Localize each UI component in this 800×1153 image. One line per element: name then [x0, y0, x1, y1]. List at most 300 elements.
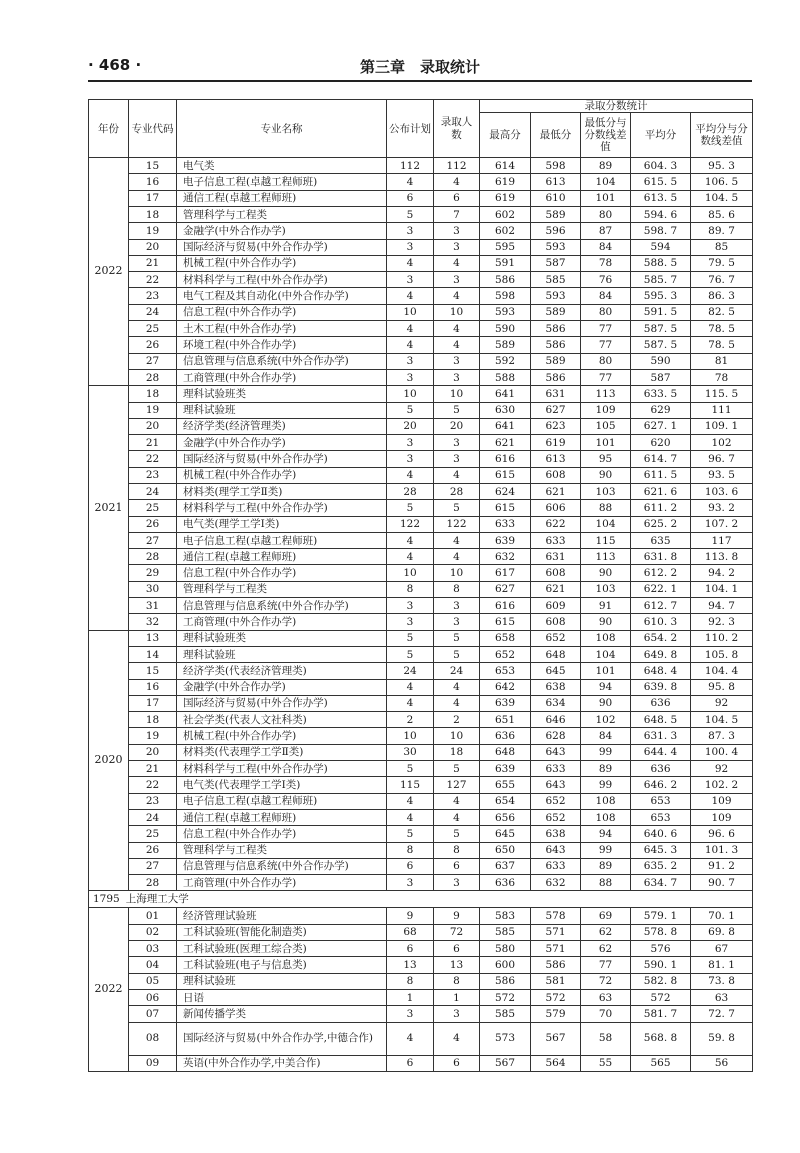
avg-diff-cell: 101. 3 [691, 842, 753, 858]
avg-cell: 649. 8 [631, 646, 691, 662]
admitted-cell: 3 [434, 239, 480, 255]
admitted-cell: 13 [434, 957, 480, 973]
avg-diff-cell: 104. 5 [691, 190, 753, 206]
avg-cell: 594 [631, 239, 691, 255]
table-row [89, 941, 753, 957]
table-row [89, 288, 753, 304]
code-cell: 17 [129, 695, 177, 711]
avg-cell: 629 [631, 402, 691, 418]
avg-diff-cell: 92 [691, 695, 753, 711]
name-cell: 理科试验班 [177, 402, 387, 418]
name-cell: 电气类(代表理学工学Ⅰ类) [177, 777, 387, 793]
table-row [89, 532, 753, 548]
min-cell: 589 [531, 206, 581, 222]
code-cell: 02 [129, 924, 177, 940]
plan-cell: 4 [387, 174, 434, 190]
university-row [89, 891, 753, 908]
table-row [89, 646, 753, 662]
avg-diff-cell: 78. 5 [691, 321, 753, 337]
plan-cell: 3 [387, 239, 434, 255]
avg-cell: 640. 6 [631, 826, 691, 842]
table-row [89, 484, 753, 500]
admitted-cell: 3 [434, 451, 480, 467]
avg-diff-cell: 107. 2 [691, 516, 753, 532]
max-cell: 648 [480, 744, 531, 760]
min-cell: 598 [531, 158, 581, 174]
admitted-cell: 4 [434, 695, 480, 711]
name-cell: 机械工程(中外合作办学) [177, 728, 387, 744]
name-cell: 电气类 [177, 158, 387, 174]
min-cell: 631 [531, 549, 581, 565]
avg-cell: 644. 4 [631, 744, 691, 760]
avg-diff-cell: 115. 5 [691, 386, 753, 402]
avg-cell: 568. 8 [631, 1022, 691, 1055]
avg-diff-cell: 110. 2 [691, 630, 753, 646]
table-row [89, 793, 753, 809]
code-cell: 13 [129, 630, 177, 646]
name-cell: 日语 [177, 989, 387, 1005]
col-min-diff: 最低分与分数线差值 [581, 113, 631, 158]
table-row [89, 467, 753, 483]
code-cell: 27 [129, 353, 177, 369]
min-cell: 628 [531, 728, 581, 744]
avg-cell: 631. 8 [631, 549, 691, 565]
avg-diff-cell: 59. 8 [691, 1022, 753, 1055]
code-cell: 31 [129, 598, 177, 614]
name-cell: 经济学类(经济管理类) [177, 418, 387, 434]
plan-cell: 5 [387, 826, 434, 842]
code-cell: 24 [129, 809, 177, 825]
code-cell: 14 [129, 646, 177, 662]
avg-cell: 587. 5 [631, 321, 691, 337]
admitted-cell: 4 [434, 549, 480, 565]
admitted-cell: 4 [434, 679, 480, 695]
min-diff-cell: 102 [581, 712, 631, 728]
table-row [89, 614, 753, 630]
table-row [89, 842, 753, 858]
avg-cell: 627. 1 [631, 418, 691, 434]
name-cell: 材料类(理学工学Ⅱ类) [177, 484, 387, 500]
code-cell: 23 [129, 288, 177, 304]
plan-cell: 28 [387, 484, 434, 500]
max-cell: 591 [480, 255, 531, 271]
name-cell: 工科试验班(智能化制造类) [177, 924, 387, 940]
avg-diff-cell: 79. 5 [691, 255, 753, 271]
admitted-cell: 5 [434, 500, 480, 516]
admitted-cell: 28 [434, 484, 480, 500]
min-diff-cell: 77 [581, 337, 631, 353]
avg-diff-cell: 113. 8 [691, 549, 753, 565]
avg-cell: 572 [631, 989, 691, 1005]
min-diff-cell: 95 [581, 451, 631, 467]
max-cell: 621 [480, 435, 531, 451]
min-diff-cell: 63 [581, 989, 631, 1005]
max-cell: 616 [480, 598, 531, 614]
admitted-cell: 5 [434, 761, 480, 777]
min-cell: 593 [531, 288, 581, 304]
avg-cell: 654. 2 [631, 630, 691, 646]
avg-cell: 635 [631, 532, 691, 548]
table-row [89, 239, 753, 255]
max-cell: 602 [480, 206, 531, 222]
year-cell: 2020 [89, 630, 129, 891]
table-row [89, 516, 753, 532]
max-cell: 588 [480, 369, 531, 385]
max-cell: 645 [480, 826, 531, 842]
code-cell: 20 [129, 239, 177, 255]
max-cell: 585 [480, 1006, 531, 1022]
min-diff-cell: 91 [581, 598, 631, 614]
table-row [89, 158, 753, 174]
min-diff-cell: 104 [581, 174, 631, 190]
plan-cell: 24 [387, 663, 434, 679]
min-diff-cell: 99 [581, 777, 631, 793]
min-diff-cell: 89 [581, 158, 631, 174]
admitted-cell: 3 [434, 598, 480, 614]
avg-cell: 565 [631, 1055, 691, 1071]
min-diff-cell: 88 [581, 500, 631, 516]
max-cell: 614 [480, 158, 531, 174]
table-row [89, 190, 753, 206]
name-cell: 环境工程(中外合作办学) [177, 337, 387, 353]
min-diff-cell: 80 [581, 206, 631, 222]
table-row [89, 1022, 753, 1055]
min-diff-cell: 113 [581, 386, 631, 402]
min-cell: 634 [531, 695, 581, 711]
min-cell: 587 [531, 255, 581, 271]
plan-cell: 3 [387, 272, 434, 288]
code-cell: 18 [129, 206, 177, 222]
avg-cell: 653 [631, 793, 691, 809]
admitted-cell: 8 [434, 581, 480, 597]
avg-cell: 639. 8 [631, 679, 691, 695]
name-cell: 信息工程(中外合作办学) [177, 826, 387, 842]
table-row [89, 337, 753, 353]
max-cell: 633 [480, 516, 531, 532]
name-cell: 社会学类(代表人文社科类) [177, 712, 387, 728]
avg-diff-cell: 103. 6 [691, 484, 753, 500]
min-cell: 643 [531, 777, 581, 793]
avg-cell: 612. 2 [631, 565, 691, 581]
min-diff-cell: 77 [581, 369, 631, 385]
avg-diff-cell: 72. 7 [691, 1006, 753, 1022]
avg-cell: 631. 3 [631, 728, 691, 744]
min-diff-cell: 77 [581, 957, 631, 973]
table-row [89, 272, 753, 288]
min-diff-cell: 115 [581, 532, 631, 548]
code-cell: 26 [129, 516, 177, 532]
admitted-cell: 24 [434, 663, 480, 679]
plan-cell: 4 [387, 321, 434, 337]
plan-cell: 4 [387, 337, 434, 353]
code-cell: 27 [129, 532, 177, 548]
avg-cell: 594. 6 [631, 206, 691, 222]
admitted-cell: 4 [434, 1022, 480, 1055]
min-cell: 638 [531, 826, 581, 842]
plan-cell: 5 [387, 206, 434, 222]
min-cell: 633 [531, 532, 581, 548]
min-cell: 578 [531, 908, 581, 924]
plan-cell: 3 [387, 614, 434, 630]
admitted-cell: 6 [434, 858, 480, 874]
name-cell: 电气工程及其自动化(中外合作办学) [177, 288, 387, 304]
plan-cell: 10 [387, 565, 434, 581]
admitted-cell: 9 [434, 908, 480, 924]
max-cell: 650 [480, 842, 531, 858]
min-cell: 643 [531, 744, 581, 760]
min-diff-cell: 78 [581, 255, 631, 271]
table-row [89, 777, 753, 793]
min-diff-cell: 88 [581, 875, 631, 891]
code-cell: 07 [129, 1006, 177, 1022]
avg-cell: 613. 5 [631, 190, 691, 206]
avg-cell: 646. 2 [631, 777, 691, 793]
name-cell: 机械工程(中外合作办学) [177, 467, 387, 483]
min-diff-cell: 84 [581, 728, 631, 744]
admitted-cell: 10 [434, 304, 480, 320]
name-cell: 管理科学与工程类 [177, 206, 387, 222]
name-cell: 经济管理试验班 [177, 908, 387, 924]
name-cell: 管理科学与工程类 [177, 842, 387, 858]
min-cell: 581 [531, 973, 581, 989]
name-cell: 经济学类(代表经济管理类) [177, 663, 387, 679]
name-cell: 金融学(中外合作办学) [177, 679, 387, 695]
avg-diff-cell: 67 [691, 941, 753, 957]
max-cell: 592 [480, 353, 531, 369]
avg-cell: 581. 7 [631, 1006, 691, 1022]
name-cell: 新闻传播学类 [177, 1006, 387, 1022]
plan-cell: 8 [387, 581, 434, 597]
avg-diff-cell: 117 [691, 532, 753, 548]
avg-cell: 598. 7 [631, 223, 691, 239]
code-cell: 20 [129, 418, 177, 434]
plan-cell: 5 [387, 402, 434, 418]
min-diff-cell: 90 [581, 695, 631, 711]
max-cell: 656 [480, 809, 531, 825]
avg-diff-cell: 95. 8 [691, 679, 753, 695]
avg-diff-cell: 105. 8 [691, 646, 753, 662]
max-cell: 600 [480, 957, 531, 973]
code-cell: 04 [129, 957, 177, 973]
admission-table [88, 99, 753, 1072]
min-cell: 633 [531, 858, 581, 874]
avg-cell: 648. 5 [631, 712, 691, 728]
plan-cell: 3 [387, 1006, 434, 1022]
avg-diff-cell: 78 [691, 369, 753, 385]
col-max: 最高分 [480, 113, 531, 158]
table-row [89, 712, 753, 728]
max-cell: 655 [480, 777, 531, 793]
plan-cell: 10 [387, 386, 434, 402]
name-cell: 国际经济与贸易(中外合作办学) [177, 695, 387, 711]
name-cell: 金融学(中外合作办学) [177, 435, 387, 451]
table-row [89, 418, 753, 434]
name-cell: 通信工程(卓越工程师班) [177, 549, 387, 565]
plan-cell: 6 [387, 941, 434, 957]
table-row [89, 663, 753, 679]
table-row [89, 728, 753, 744]
table-row [89, 500, 753, 516]
year-cell: 2022 [89, 908, 129, 1071]
min-cell: 632 [531, 875, 581, 891]
min-diff-cell: 99 [581, 842, 631, 858]
name-cell: 信息工程(中外合作办学) [177, 304, 387, 320]
code-cell: 23 [129, 467, 177, 483]
avg-diff-cell: 87. 3 [691, 728, 753, 744]
max-cell: 639 [480, 761, 531, 777]
plan-cell: 3 [387, 598, 434, 614]
max-cell: 615 [480, 614, 531, 630]
code-cell: 25 [129, 826, 177, 842]
min-cell: 571 [531, 924, 581, 940]
plan-cell: 3 [387, 223, 434, 239]
min-diff-cell: 101 [581, 663, 631, 679]
plan-cell: 5 [387, 646, 434, 662]
table-row [89, 369, 753, 385]
name-cell: 工科试验班(医理工综合类) [177, 941, 387, 957]
avg-diff-cell: 95. 3 [691, 158, 753, 174]
avg-diff-cell: 96. 7 [691, 451, 753, 467]
code-cell: 19 [129, 728, 177, 744]
min-diff-cell: 69 [581, 908, 631, 924]
name-cell: 理科试验班 [177, 973, 387, 989]
code-cell: 09 [129, 1055, 177, 1071]
code-cell: 25 [129, 321, 177, 337]
code-cell: 28 [129, 549, 177, 565]
min-cell: 627 [531, 402, 581, 418]
admitted-cell: 112 [434, 158, 480, 174]
min-cell: 606 [531, 500, 581, 516]
avg-cell: 634. 7 [631, 875, 691, 891]
table-row [89, 304, 753, 320]
plan-cell: 5 [387, 761, 434, 777]
min-cell: 623 [531, 418, 581, 434]
col-stats-group: 录取分数统计 [480, 100, 753, 113]
name-cell: 国际经济与贸易(中外合作办学,中德合作) [177, 1022, 387, 1055]
admitted-cell: 3 [434, 875, 480, 891]
col-year: 年份 [89, 100, 129, 158]
avg-cell: 591. 5 [631, 304, 691, 320]
avg-diff-cell: 102 [691, 435, 753, 451]
code-cell: 29 [129, 565, 177, 581]
plan-cell: 112 [387, 158, 434, 174]
admitted-cell: 3 [434, 353, 480, 369]
max-cell: 573 [480, 1022, 531, 1055]
plan-cell: 6 [387, 1055, 434, 1071]
avg-diff-cell: 104. 4 [691, 663, 753, 679]
plan-cell: 4 [387, 695, 434, 711]
admitted-cell: 4 [434, 255, 480, 271]
min-diff-cell: 89 [581, 761, 631, 777]
plan-cell: 3 [387, 875, 434, 891]
min-diff-cell: 72 [581, 973, 631, 989]
admitted-cell: 1 [434, 989, 480, 1005]
name-cell: 材料科学与工程(中外合作办学) [177, 761, 387, 777]
plan-cell: 4 [387, 679, 434, 695]
admitted-cell: 2 [434, 712, 480, 728]
avg-cell: 578. 8 [631, 924, 691, 940]
avg-diff-cell: 89. 7 [691, 223, 753, 239]
table-row [89, 761, 753, 777]
admitted-cell: 127 [434, 777, 480, 793]
avg-cell: 636 [631, 761, 691, 777]
max-cell: 598 [480, 288, 531, 304]
avg-diff-cell: 104. 5 [691, 712, 753, 728]
plan-cell: 8 [387, 973, 434, 989]
admitted-cell: 4 [434, 809, 480, 825]
admitted-cell: 5 [434, 826, 480, 842]
avg-diff-cell: 85. 6 [691, 206, 753, 222]
plan-cell: 115 [387, 777, 434, 793]
avg-diff-cell: 111 [691, 402, 753, 418]
plan-cell: 30 [387, 744, 434, 760]
table-row [89, 321, 753, 337]
max-cell: 652 [480, 646, 531, 662]
avg-diff-cell: 109 [691, 809, 753, 825]
plan-cell: 3 [387, 353, 434, 369]
max-cell: 567 [480, 1055, 531, 1071]
code-cell: 32 [129, 614, 177, 630]
plan-cell: 3 [387, 451, 434, 467]
max-cell: 590 [480, 321, 531, 337]
max-cell: 653 [480, 663, 531, 679]
avg-cell: 614. 7 [631, 451, 691, 467]
code-cell: 28 [129, 875, 177, 891]
table-row [89, 809, 753, 825]
min-cell: 593 [531, 239, 581, 255]
min-diff-cell: 62 [581, 941, 631, 957]
plan-cell: 4 [387, 467, 434, 483]
name-cell: 通信工程(卓越工程师班) [177, 809, 387, 825]
max-cell: 586 [480, 272, 531, 288]
min-diff-cell: 94 [581, 679, 631, 695]
table-row [89, 973, 753, 989]
admitted-cell: 4 [434, 174, 480, 190]
avg-diff-cell: 100. 4 [691, 744, 753, 760]
code-cell: 15 [129, 663, 177, 679]
col-admitted: 录取人数 [434, 100, 480, 158]
min-diff-cell: 58 [581, 1022, 631, 1055]
name-cell: 电子信息工程(卓越工程师班) [177, 793, 387, 809]
name-cell: 电气类(理学工学Ⅰ类) [177, 516, 387, 532]
max-cell: 615 [480, 467, 531, 483]
avg-diff-cell: 109. 1 [691, 418, 753, 434]
name-cell: 英语(中外合作办学,中美合作) [177, 1055, 387, 1071]
name-cell: 国际经济与贸易(中外合作办学) [177, 239, 387, 255]
max-cell: 589 [480, 337, 531, 353]
avg-diff-cell: 85 [691, 239, 753, 255]
min-cell: 608 [531, 565, 581, 581]
admitted-cell: 8 [434, 842, 480, 858]
col-name: 专业名称 [177, 100, 387, 158]
min-cell: 621 [531, 581, 581, 597]
admitted-cell: 122 [434, 516, 480, 532]
min-cell: 585 [531, 272, 581, 288]
min-cell: 638 [531, 679, 581, 695]
plan-cell: 4 [387, 288, 434, 304]
table-body [89, 158, 753, 1072]
code-cell: 21 [129, 761, 177, 777]
admitted-cell: 3 [434, 369, 480, 385]
code-cell: 27 [129, 858, 177, 874]
name-cell: 理科试验班类 [177, 386, 387, 402]
min-diff-cell: 99 [581, 744, 631, 760]
avg-diff-cell: 91. 2 [691, 858, 753, 874]
min-cell: 645 [531, 663, 581, 679]
avg-cell: 612. 7 [631, 598, 691, 614]
code-cell: 15 [129, 158, 177, 174]
table-row [89, 402, 753, 418]
